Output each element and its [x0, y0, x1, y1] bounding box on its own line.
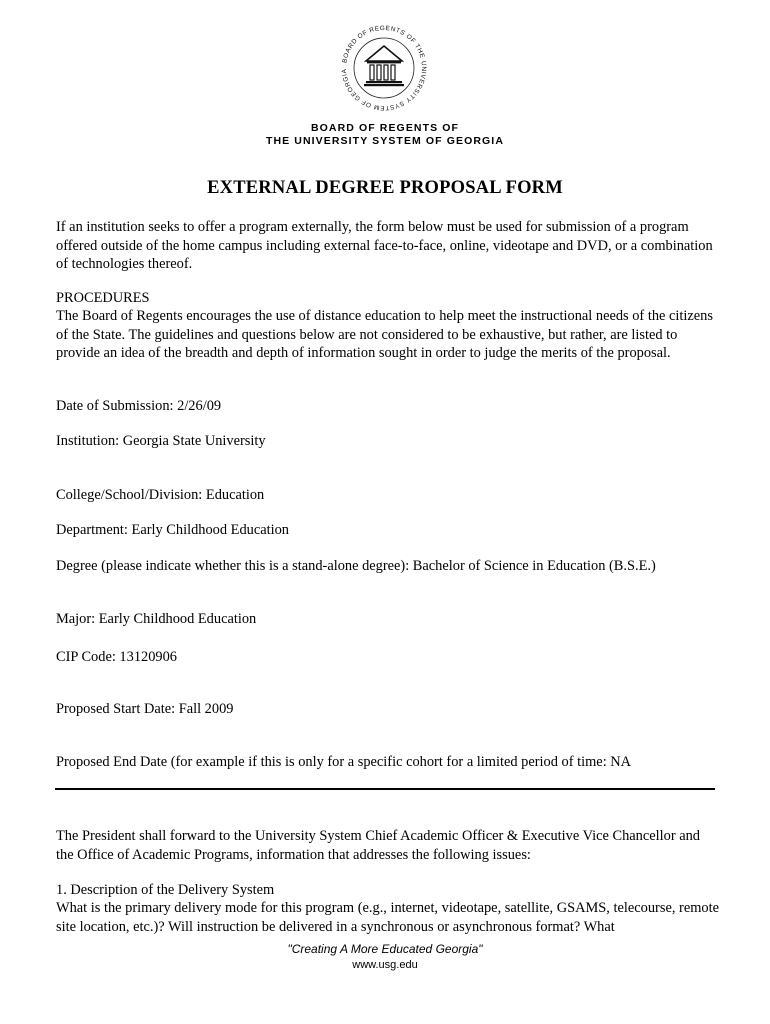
svg-text:BOARD OF REGENTS OF THE UNIVER: BOARD OF REGENTS OF THE UNIVERSITY SYSTEM OF GEORGIA — [340, 24, 428, 112]
board-of-regents-seal-logo — [336, 20, 432, 116]
intro-paragraph: If an institution seeks to offer a program externally, the form below must be used for submission of a program offered outside of the home campus including external face-to-face, online, videotape and DVD, or a combination of technologies thereof. — [56, 219, 713, 273]
procedures-heading: PROCEDURES — [56, 290, 150, 306]
cip-code: CIP Code: 13120906 — [56, 649, 177, 665]
major: Major: Early Childhood Education — [56, 611, 257, 627]
degree: Degree (please indicate whether this is a stand-alone degree): Bachelor of Science in Education (B.S.E.) — [56, 558, 656, 574]
college-school-division: College/School/Division: Education — [56, 487, 265, 503]
proposed-end-date: Proposed End Date (for example if this is only for a specific cohort for a limited period of time: NA — [56, 754, 632, 770]
org-name-line2: THE UNIVERSITY SYSTEM OF GEORGIA — [265, 135, 505, 147]
date-of-submission: Date of Submission: 2/26/09 — [56, 398, 222, 414]
footer-slogan: "Creating A More Educated Georgia" — [287, 942, 483, 956]
proposed-start-date: Proposed Start Date: Fall 2009 — [56, 701, 234, 717]
org-name-line1: BOARD OF REGENTS OF — [310, 122, 460, 134]
section-1-paragraph: What is the primary delivery mode for this program (e.g., internet, videotape, satellite, GSAMS, telecourse, remote site location, etc.)? Will instruction be delivered in a synchronous or asynchronous format? What — [56, 900, 719, 935]
procedures-paragraph: The Board of Regents encourages the use of distance education to help meet the instructional needs of the citizens of the State. The guidelines and questions below are not considered to be exhaustive, but rather, are listed to provide an idea of the breadth and depth of information sought in order to judge the merits of the proposal. — [56, 308, 713, 362]
section-divider — [55, 788, 715, 790]
institution: Institution: Georgia State University — [56, 433, 266, 449]
department: Department: Early Childhood Education — [56, 522, 289, 538]
footer-url: www.usg.edu — [352, 959, 418, 971]
form-title: EXTERNAL DEGREE PROPOSAL FORM — [207, 178, 563, 198]
president-paragraph: The President shall forward to the University System Chief Academic Officer & Executive Vice Chancellor and the Office of Academic Programs, information that addresses the following issues: — [56, 828, 700, 863]
section-1-heading: 1. Description of the Delivery System — [56, 882, 275, 898]
